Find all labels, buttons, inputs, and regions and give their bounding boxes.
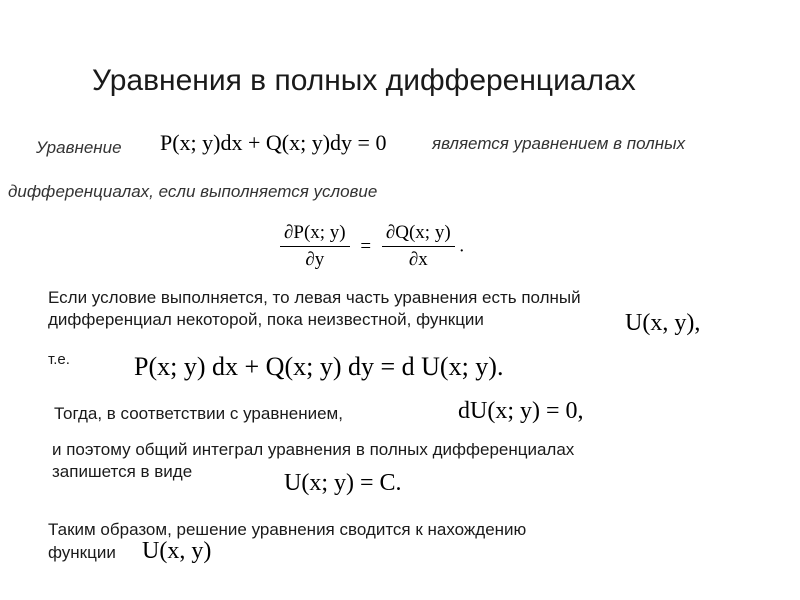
page-title: Уравнения в полных дифференциалах bbox=[92, 64, 636, 97]
intro-continuation: дифференциалах, если выполняется условие bbox=[8, 182, 378, 201]
then-text: Тогда, в соответствии с уравнением, bbox=[54, 404, 343, 423]
integral-text-line-1: и поэтому общий интеграл уравнения в полных дифференциалах bbox=[52, 440, 575, 459]
condition-right-numerator: ∂Q(x; y) bbox=[382, 222, 455, 247]
final-text-line-2: функции bbox=[48, 543, 116, 562]
condition-period: . bbox=[459, 235, 465, 257]
u-const-formula: U(x; y) = C. bbox=[284, 470, 402, 496]
intro-is-equation-text: является уравнением в полных bbox=[432, 134, 686, 153]
u-final-formula: U(x, y) bbox=[142, 538, 212, 564]
condition-left-numerator: ∂P(x; y) bbox=[280, 222, 350, 247]
condition-right-denominator: ∂x bbox=[408, 249, 428, 270]
condition-equals: = bbox=[360, 235, 372, 257]
total-differential-formula: P(x; y) dx + Q(x; y) dy = d U(x; y). bbox=[134, 352, 504, 381]
paragraph-1-line-2: дифференциал некоторой, пока неизвестной, функции bbox=[48, 310, 484, 329]
paragraph-1-line-1: Если условие выполняется, то левая часть уравнения есть полный bbox=[48, 288, 581, 307]
condition-left-fraction bbox=[280, 222, 350, 271]
intro-word-equation: Уравнение bbox=[36, 138, 122, 157]
integral-text-line-2: запишется в виде bbox=[52, 462, 193, 481]
condition-formula bbox=[280, 222, 464, 271]
main-equation-formula: P(x; y)dx + Q(x; y)dy = 0 bbox=[160, 130, 387, 155]
condition-right-fraction bbox=[382, 222, 455, 271]
u-function-formula: U(x, y), bbox=[625, 310, 701, 336]
te-label: т.е. bbox=[48, 351, 70, 368]
final-text-line-1: Таким образом, решение уравнения сводится к нахождению bbox=[48, 520, 527, 539]
du-zero-formula: dU(x; y) = 0, bbox=[458, 398, 584, 424]
condition-left-denominator: ∂y bbox=[305, 249, 325, 270]
